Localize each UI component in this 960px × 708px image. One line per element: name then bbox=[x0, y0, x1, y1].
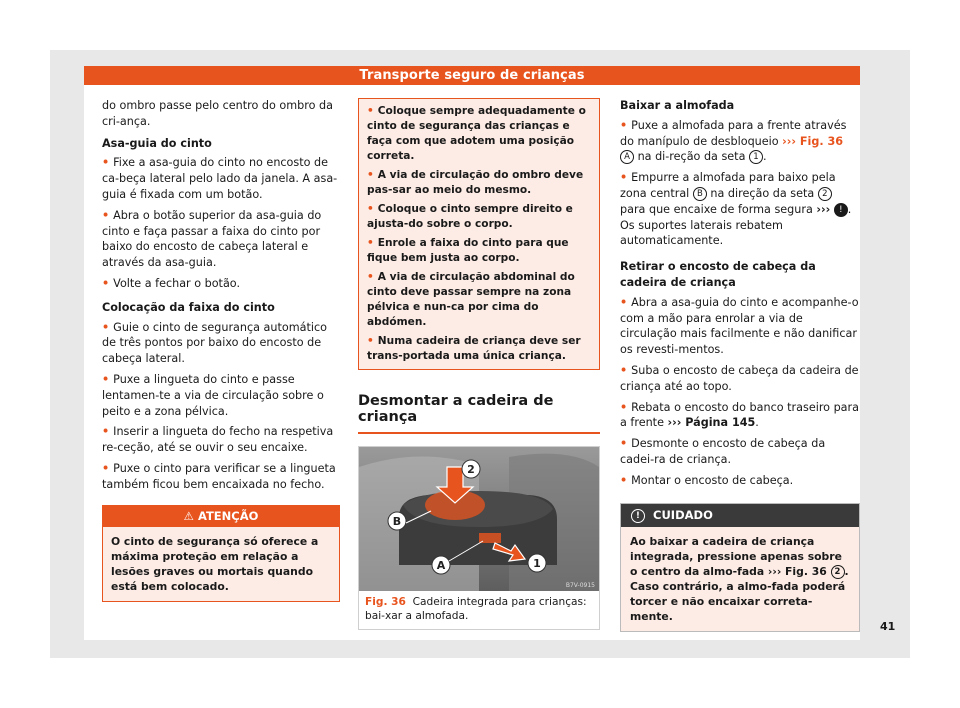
bullet-icon: • bbox=[620, 295, 628, 309]
figure-caption-label: Fig. 36 bbox=[365, 595, 406, 608]
bullet-icon: • bbox=[620, 171, 628, 185]
column-3 bbox=[620, 98, 860, 632]
bullet-icon: • bbox=[102, 461, 110, 475]
figure-code: B7V-0915 bbox=[565, 581, 595, 589]
caution-text: Ao baixar a cadeira de criança integrada, pressione apenas sobre o centro da almo-fada ››› Fig. 36 2 . Caso contrário, a almo-fada poderá torcer e não encaixar correta-mente. bbox=[621, 527, 859, 631]
page-header: Transporte seguro de crianças bbox=[84, 66, 860, 85]
car-seat-illustration bbox=[359, 447, 599, 591]
bullet-icon: • bbox=[620, 400, 628, 414]
list-item: • Rebata o encosto do banco traseiro para a frente ››› Página 145. bbox=[620, 400, 859, 430]
safety-list-box bbox=[358, 98, 600, 370]
intro-text: do ombro passe pelo centro do ombro da cri-ança. bbox=[102, 99, 333, 128]
list-item: • A via de circulação do ombro deve pas-sar ao meio do mesmo. bbox=[367, 169, 584, 196]
caution-header: ! CUIDADO bbox=[621, 504, 859, 528]
list-item: • Volte a fechar o botão. bbox=[102, 276, 240, 290]
bullet-icon: • bbox=[367, 169, 374, 181]
bullet-icon: • bbox=[367, 271, 374, 283]
section-title-belt-placement: Colocação da faixa do cinto bbox=[102, 300, 275, 314]
warning-header: ⚠ ATENÇÃO bbox=[103, 506, 339, 528]
figure-caption-text: Cadeira integrada para crianças: bai-xar a almofada. bbox=[365, 595, 587, 622]
bullet-icon: • bbox=[102, 320, 110, 334]
list-item: • Abra a asa-guia do cinto e acompanhe-o com a mão para enrolar a via de circulação mais facilmente e não danificar os revesti-mentos. bbox=[620, 295, 859, 357]
section-title-belt-guide: Asa-guia do cinto bbox=[102, 136, 212, 150]
bullet-icon: • bbox=[102, 372, 110, 386]
figure-36 bbox=[358, 446, 600, 630]
bullet-icon: • bbox=[102, 156, 110, 170]
list-item: • Fixe a asa-guia do cinto no encosto de ca-beça lateral pelo lado da janela. A asa-guia é fixada com um botão. bbox=[102, 156, 338, 201]
caution-icon: ! bbox=[631, 509, 645, 523]
list-item: • Empurre a almofada para baixo pela zona central B na direção da seta 2 para que encaixe de forma segura ››› ! . Os suportes laterais rebatem automaticamente. bbox=[620, 171, 852, 248]
figure-caption bbox=[359, 591, 599, 629]
list-item: • Coloque sempre adequadamente o cinto de segurança das crianças e faça com que adotem uma posição correta. bbox=[367, 105, 586, 162]
figure-label-b: B bbox=[392, 514, 402, 528]
figure-label-1: 1 bbox=[533, 556, 541, 570]
list-item: • Coloque o cinto sempre direito e ajusta-do sobre o corpo. bbox=[367, 203, 573, 230]
badge-a: A bbox=[620, 150, 634, 164]
bullet-icon: • bbox=[620, 473, 628, 487]
figure-reference-link[interactable]: ››› Fig. 36 bbox=[767, 565, 827, 579]
bullet-icon: • bbox=[367, 335, 374, 347]
page-number: 41 bbox=[880, 620, 896, 633]
bullet-icon: • bbox=[102, 208, 110, 222]
list-item: • Abra o botão superior da asa-guia do cinto e faça passar a faixa do cinto por baixo do encosto de cabeça lateral e através da asa-guia. bbox=[102, 208, 322, 270]
section-title-remove-seat: Desmontar a cadeira de criança bbox=[358, 394, 600, 434]
column-1 bbox=[102, 98, 340, 602]
bullet-icon: • bbox=[367, 203, 374, 215]
section-title-remove-headrest: Retirar o encosto de cabeça da cadeira de criança bbox=[620, 260, 816, 289]
list-item: • Montar o encosto de cabeça. bbox=[620, 473, 794, 487]
badge-1: 1 bbox=[749, 150, 763, 164]
badge-2: 2 bbox=[818, 187, 832, 201]
list-item: • Puxe a almofada para a frente através do manípulo de desbloqueio ››› Fig. 36 A na di-reção da seta 1 . bbox=[620, 118, 847, 164]
badge-2: 2 bbox=[831, 565, 845, 579]
bullet-icon: • bbox=[102, 425, 110, 439]
bullet-icon: • bbox=[620, 118, 628, 132]
warning-reference-link[interactable]: ››› bbox=[816, 202, 831, 216]
list-item: • Numa cadeira de criança deve ser trans-portada uma única criança. bbox=[367, 335, 581, 362]
caution-reference-icon: ! bbox=[834, 203, 848, 217]
section-title-lower-cushion: Baixar a almofada bbox=[620, 99, 735, 112]
figure-label-a: A bbox=[436, 558, 446, 572]
page-reference-link[interactable]: ››› Página 145 bbox=[667, 416, 756, 430]
caution-box bbox=[620, 503, 860, 633]
bullet-icon: • bbox=[620, 363, 628, 377]
list-item: • Puxe o cinto para verificar se a lingueta também ficou bem encaixada no fecho. bbox=[102, 461, 336, 491]
list-item: • Suba o encosto de cabeça da cadeira de criança até ao topo. bbox=[620, 363, 859, 393]
bullet-icon: • bbox=[367, 105, 374, 117]
bullet-icon: • bbox=[620, 437, 628, 451]
warning-triangle-icon: ⚠ bbox=[183, 508, 194, 523]
column-2 bbox=[358, 98, 600, 630]
figure-label-2: 2 bbox=[467, 462, 475, 476]
list-item: • Guie o cinto de segurança automático de três pontos por baixo do encosto de cabeça lateral. bbox=[102, 320, 327, 366]
list-item: • Desmonte o encosto de cabeça da cadei-ra de criança. bbox=[620, 437, 826, 466]
bullet-icon: • bbox=[367, 237, 374, 249]
list-item: • Puxe a lingueta do cinto e passe lentamen-te a via de circulação sobre o peito e a zona pélvica. bbox=[102, 372, 324, 418]
list-item: • Inserir a lingueta do fecho na respetiva re-ceção, até se ouvir o seu encaixe. bbox=[102, 425, 334, 455]
warning-text: O cinto de segurança só oferece a máxima proteção em relação a lesões graves ou mortais quando está bem colocado. bbox=[103, 527, 339, 601]
warning-box bbox=[102, 505, 340, 603]
list-item: • A via de circulação abdominal do cinto deve passar sempre na zona pélvica e nun-ca por cima do abdómen. bbox=[367, 271, 575, 328]
bullet-icon: • bbox=[102, 276, 110, 290]
badge-b: B bbox=[693, 187, 707, 201]
figure-reference-link[interactable]: ››› Fig. 36 bbox=[782, 134, 844, 148]
list-item: • Enrole a faixa do cinto para que fique bem justa ao corpo. bbox=[367, 237, 569, 264]
